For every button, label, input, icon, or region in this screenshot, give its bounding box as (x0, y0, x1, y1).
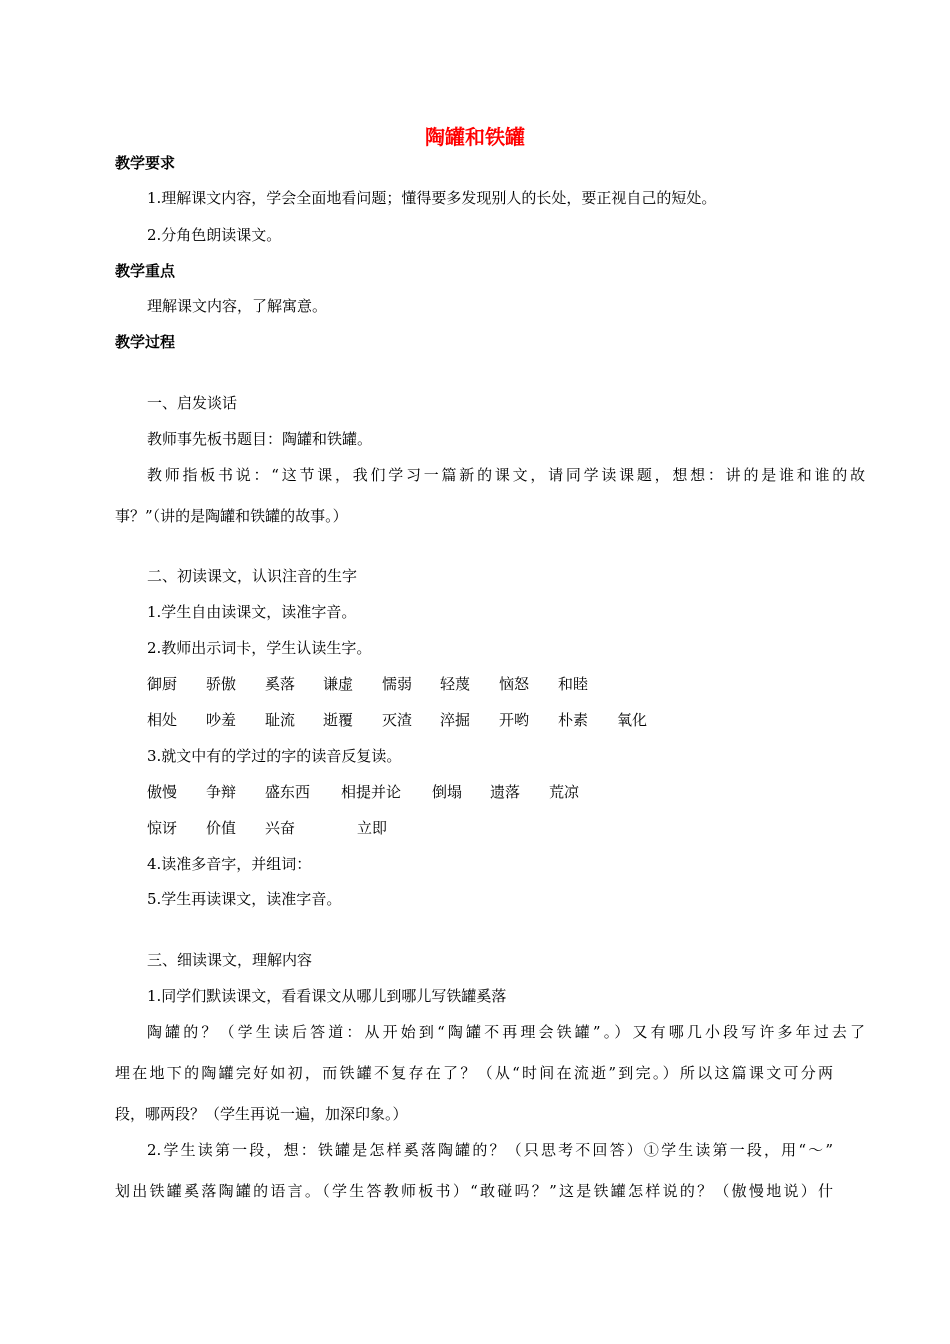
word-card: 盛东西 (265, 783, 311, 801)
word-card: 价值 (206, 819, 237, 837)
word-card: 相提并论 (341, 783, 402, 801)
word-card: 和睦 (558, 675, 589, 693)
word-card: 恼怒 (499, 675, 530, 693)
heading-requirements: 教学要求 (115, 154, 176, 172)
word-card: 开哟 (499, 711, 530, 729)
part1-paragraph-2-line-1: 教师指板书说：“这节课，我们学习一篇新的课文，请同学读课题，想想：讲的是谁和谁的故 (147, 466, 865, 484)
word-card: 御厨 (147, 675, 178, 693)
word-card: 傲慢 (147, 783, 178, 801)
part3-step-2-line-1: 2.学生读第一段，想：铁罐是怎样奚落陶罐的？（只思考不回答）①学生读第一段，用“～” (147, 1141, 833, 1159)
word-card: 淬掘 (440, 711, 471, 729)
part3-step-2-line-2: 划出铁罐奚落陶罐的语言。（学生答教师板书）“敢碰吗？”这是铁罐怎样说的？（傲慢地说）什 (115, 1182, 833, 1200)
word-card: 骄傲 (206, 675, 237, 693)
part2-step-4: 4.读准多音字，并组词： (147, 855, 312, 873)
document-title: 陶罐和铁罐 (425, 125, 525, 149)
part1-paragraph-2-line-2: 事？”（讲的是陶罐和铁罐的故事。） (115, 507, 348, 525)
word-card: 倒塌 (432, 783, 463, 801)
word-card: 遗落 (490, 783, 521, 801)
part2-step-2: 2.教师出示词卡，学生认读生字。 (147, 639, 372, 657)
word-card: 吵羞 (206, 711, 237, 729)
part3-step-1-line-1: 1.同学们默读课文，看看课文从哪儿到哪儿写铁罐奚落 (147, 987, 507, 1005)
requirement-2: 2.分角色朗读课文。 (147, 226, 282, 244)
word-card: 灭渣 (382, 711, 413, 729)
part2-heading: 二、初读课文，认识注音的生字 (147, 567, 358, 585)
part1-paragraph-1: 教师事先板书题目：陶罐和铁罐。 (147, 430, 373, 448)
focus-text: 理解课文内容，了解寓意。 (147, 297, 328, 315)
word-card: 耻流 (265, 711, 296, 729)
word-card: 荒凉 (549, 783, 580, 801)
word-card: 轻蔑 (440, 675, 471, 693)
heading-focus: 教学重点 (115, 262, 176, 280)
word-card: 立即 (357, 819, 388, 837)
word-card: 奚落 (265, 675, 296, 693)
word-card: 懦弱 (382, 675, 413, 693)
part3-step-1-line-2: 陶罐的？（学生读后答道：从开始到“陶罐不再理会铁罐”。）又有哪几小段写许多年过去了 (147, 1023, 865, 1041)
word-card: 相处 (147, 711, 178, 729)
part3-step-1-line-4: 段，哪两段？（学生再说一遍，加深印象。） (115, 1105, 408, 1123)
part3-heading: 三、细读课文，理解内容 (147, 951, 313, 969)
word-card: 兴奋 (265, 819, 296, 837)
word-card: 朴素 (558, 711, 589, 729)
requirement-1: 1.理解课文内容，学会全面地看问题；懂得要多发现别人的长处，要正视自己的短处。 (147, 189, 717, 207)
part2-step-3: 3.就文中有的学过的字的读音反复读。 (147, 747, 402, 765)
part2-step-5: 5.学生再读课文，读准字音。 (147, 890, 342, 908)
word-card: 逝覆 (323, 711, 354, 729)
word-card: 惊讶 (147, 819, 178, 837)
part2-step-1: 1.学生自由读课文，读准字音。 (147, 603, 357, 621)
heading-process: 教学过程 (115, 333, 176, 351)
word-card: 氧化 (617, 711, 648, 729)
word-card: 谦虚 (323, 675, 354, 693)
part3-step-1-line-3: 埋在地下的陶罐完好如初，而铁罐不复存在了？（从“时间在流逝”到完。）所以这篇课文可分两 (115, 1064, 833, 1082)
word-card: 争辩 (206, 783, 237, 801)
part1-heading: 一、启发谈话 (147, 394, 238, 412)
